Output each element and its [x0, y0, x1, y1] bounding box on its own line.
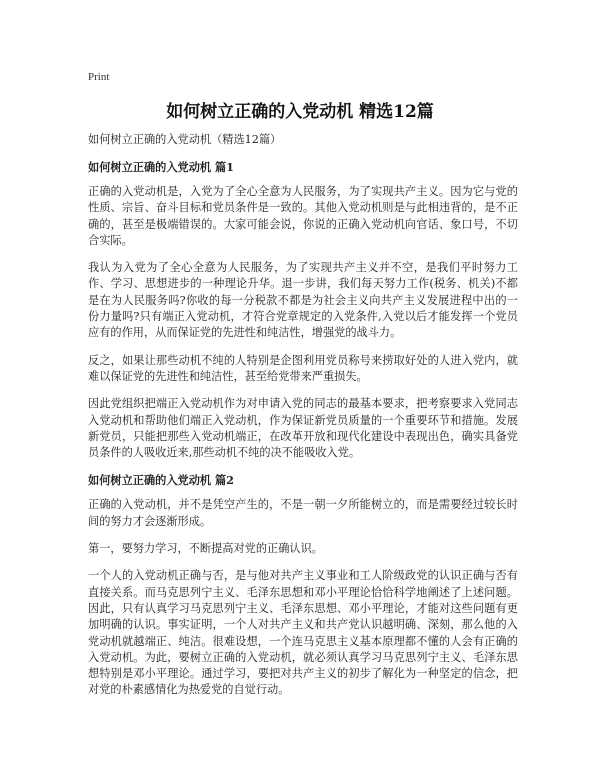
section-heading-2: 如何树立正确的入党动机 篇2: [88, 473, 234, 488]
paragraph: 第一，要努力学习，不断提高对党的正确认识。: [88, 542, 323, 556]
document-body: [88, 132, 518, 710]
paragraph: 正确的入党动机，并不是凭空产生的，不是一朝一夕所能树立的，而是需要经过较长时间的努力才会逐渐形成。: [88, 498, 518, 528]
paragraph: 反之，如果让那些动机不纯的人特别是企图利用党员称号来捞取好处的人进入党内，就难以保证党的先进性和纯洁性，甚至给党带来严重损失。: [88, 353, 518, 383]
section-heading-1: 如何树立正确的入党动机 篇1: [88, 160, 234, 174]
paragraph: 因此党组织把端正入党动机作为对申请入党的同志的最基本要求，把考察要求入党同志入党动机和帮助他们端正入党动机，作为保证新党员质量的一个重要环节和措施。发展新党员，只能把那些入党动机端正，在改革开放和现代化建设中表现出色，确实具备党员条件的人吸收近来,那些动机不纯的决不能吸收入党。: [88, 397, 518, 460]
print-label: Print: [88, 71, 110, 83]
document-subtitle: 如何树立正确的入党动机（精选12篇）: [88, 133, 282, 146]
paragraph: 我认为入党为了全心全意为人民服务，为了实现共产主义并不空，是我们平时努力工作、学习、思想进步的一种理论升华。退一步讲，我们每天努力工作(税务、机关)不都是在为人民服务吗?你收的每一分税款不都是为社会主义向共产主义发展进程中出的一份力量吗?只有端正入党动机，才符合党章规定的入党条件,入党以后才能发挥一个党员应有的作用，从而保证党的先进性和纯洁性，增强党的战斗力。: [88, 261, 518, 340]
paragraph: 正确的入党动机是，入党为了全心全意为人民服务，为了实现共产主义。因为它与党的性质、宗旨、奋斗目标和党员条件是一致的。其他入党动机则是与此相违背的，是不正确的，甚至是极端错误的。大家可能会说，你说的正确入党动机向官话、象口号，不切合实际。: [88, 185, 518, 247]
paragraph: 一个人的入党动机正确与否，是与他对共产主义事业和工人阶级政党的认识正确与否有直接关系。而马克思列宁主义、毛泽东思想和邓小平理论恰恰科学地阐述了上述问题。因此，只有认真学习马克思列宁主义、毛泽东思想、邓小平理论，才能对这些问题有更加明确的认识。事实证明，一个人对共产主义和共产党认识越明确、深刻，那么他的入党动机就越端正、纯洁。很难设想，一个连马克思主义基本原理都不懂的人会有正确的入党动机。为此，要树立正确的入党动机，就必须认真学习马克思列宁主义、毛泽东思想特别是邓小平理论。通过学习，要把对共产主义的初步了解化为一种坚定的信念，把对党的朴素感情化为热爱党的自觉行动。: [88, 569, 518, 697]
document-title: 如何树立正确的入党动机 精选12篇: [166, 102, 434, 122]
